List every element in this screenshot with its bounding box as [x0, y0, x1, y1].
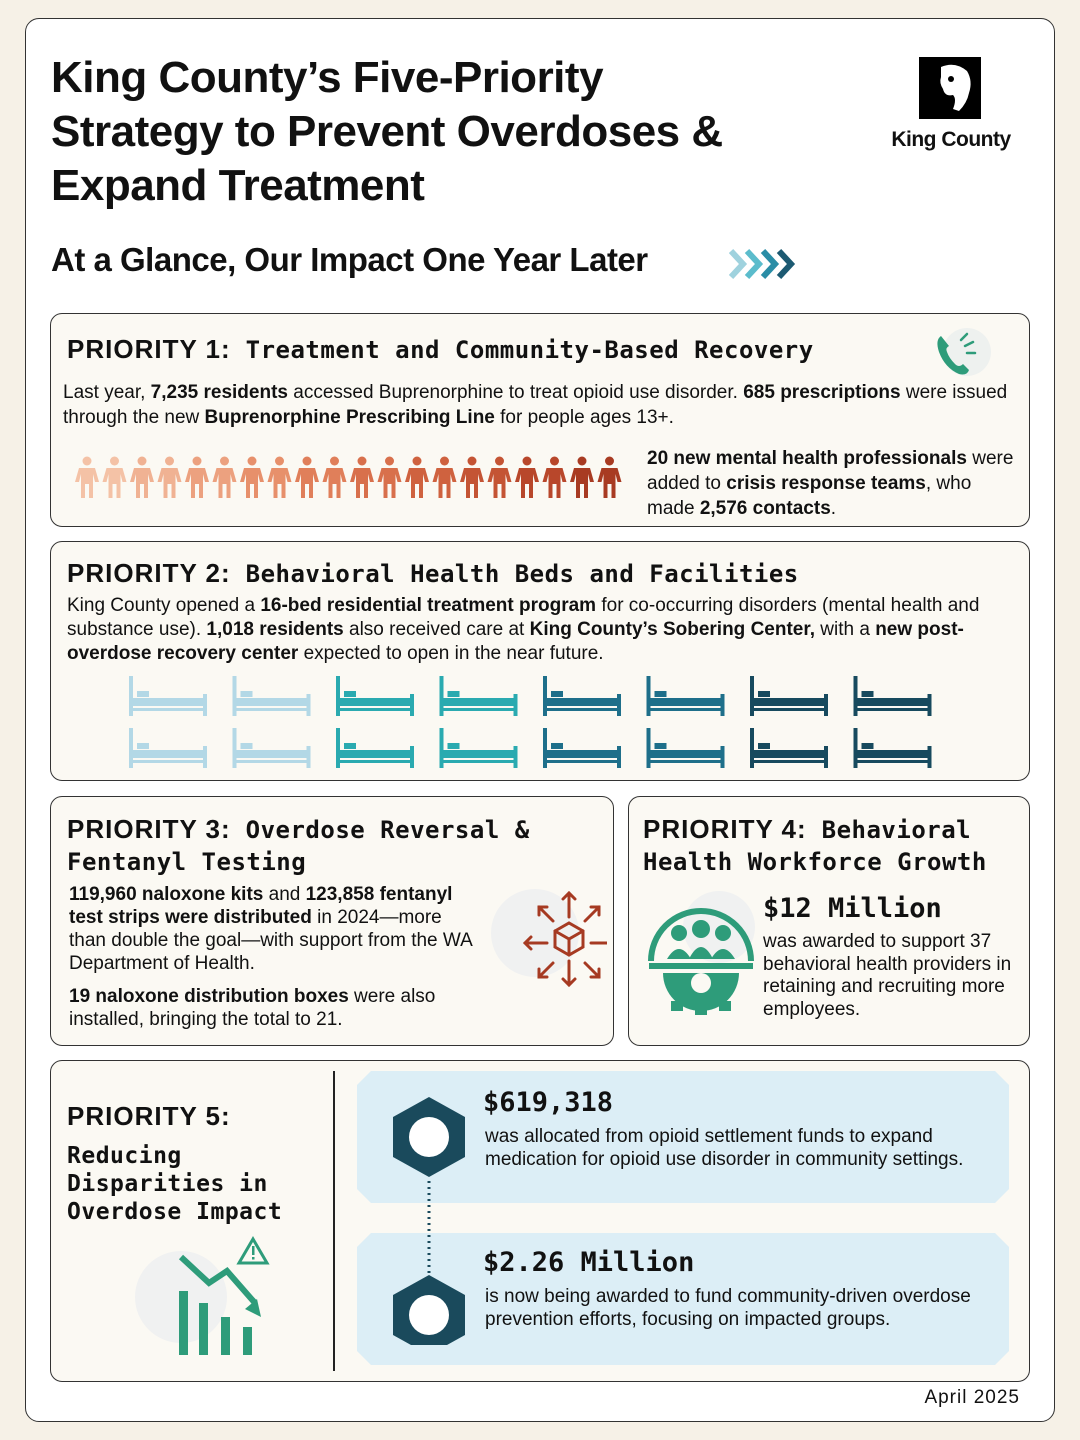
declining-chart-icon — [135, 1231, 285, 1361]
person-icon — [103, 457, 127, 499]
bed-icon — [854, 676, 932, 716]
person-icon — [350, 457, 374, 499]
person-icon — [515, 457, 539, 499]
priority-3-text-2: 19 naloxone distribution boxes were also installed, bringing the total to 21. — [69, 986, 436, 1030]
person-icon — [268, 457, 292, 499]
person-icon — [75, 457, 99, 499]
person-icon — [543, 457, 567, 499]
bed-icon — [233, 676, 311, 716]
bed-icon — [750, 676, 828, 716]
priority-3-title: PRIORITY 3: Overdose Reversal & Fentanyl Testing — [67, 814, 530, 876]
priority-5-title: PRIORITY 5: Reducing Disparities in Overdose Impact — [67, 1101, 283, 1225]
divider-line — [333, 1071, 335, 1371]
priority-4-title: PRIORITY 4: Behavioral Health Workforce Growth — [643, 814, 987, 876]
bed-icon — [233, 728, 311, 768]
person-icon — [323, 457, 347, 499]
page-title: King County’s Five-Priority Strategy to Prevent Overdoses & Expand Treatment — [51, 53, 723, 210]
subtitle: At a Glance, Our Impact One Year Later — [51, 241, 648, 278]
person-icon — [405, 457, 429, 499]
priority-2-card — [50, 541, 1030, 781]
logo-text: King County — [891, 128, 1011, 151]
fund-1-text: was allocated from opioid settlement funds to expand medication for opioid use disorder in community settings. — [485, 1126, 964, 1170]
king-county-emblem-icon — [881, 55, 1021, 121]
fund-2-text: is now being awarded to fund community-driven overdose prevention efforts, focusing on impacted groups. — [485, 1286, 971, 1330]
bed-icon — [129, 676, 207, 716]
person-icon — [460, 457, 484, 499]
person-icon — [158, 457, 182, 499]
phone-icon — [931, 326, 995, 380]
distribution-box-icon — [483, 887, 607, 1007]
priority-2-title: PRIORITY 2: Behavioral Health Beds and Facilities — [67, 558, 799, 588]
priority-1-text: Last year, 7,235 residents accessed Buprenorphine to treat opioid use disorder. 685 prescriptions were issued through the new Buprenorphine Prescribing Line for people ages 13+. — [63, 382, 1008, 428]
bed-icon — [543, 676, 621, 716]
bed-icon — [647, 676, 725, 716]
priority-4-text: was awarded to support 37 behavioral health providers in retaining and recruiting more employees. — [763, 931, 1012, 1020]
people-icons — [75, 456, 625, 500]
bed-icon — [440, 676, 518, 716]
person-icon — [433, 457, 457, 499]
priority-5-card — [50, 1060, 1030, 1382]
timeline-nodes — [385, 1095, 475, 1345]
person-icon — [488, 457, 512, 499]
priority-1-side-text: 20 new mental health professionals were added to crisis response teams, who made 2,576 contacts. — [647, 448, 1014, 519]
priority-4-amount: $12 Million — [763, 893, 942, 924]
publication-date: April 2025 — [924, 1387, 1020, 1408]
person-icon — [240, 457, 264, 499]
bed-icon — [750, 728, 828, 768]
priority-4-card — [628, 796, 1030, 1046]
bed-icon — [336, 728, 414, 768]
person-icon — [185, 457, 209, 499]
person-icon — [598, 457, 622, 499]
infographic-page — [25, 18, 1055, 1422]
priority-1-card — [50, 313, 1030, 527]
person-icon — [570, 457, 594, 499]
workforce-gear-icon — [643, 889, 759, 1015]
priority-2-text: King County opened a 16-bed residential treatment program for co-occurring disorders (mental health and substance use). 1,018 residents also received care at King County’s Sobering Center, with a new post-overdose recovery center expected to open in the near future. — [67, 595, 980, 664]
bed-icons — [129, 676, 949, 776]
bed-icon — [440, 728, 518, 768]
priority-1-title: PRIORITY 1: Treatment and Community-Based Recovery — [67, 334, 814, 364]
person-icon — [295, 457, 319, 499]
priority-3-card — [50, 796, 614, 1046]
bed-icon — [647, 728, 725, 768]
king-county-logo — [881, 55, 1021, 152]
fund-2-amount: $2.26 Million — [483, 1247, 695, 1278]
chevrons-right-icon — [729, 247, 803, 281]
bed-icon — [543, 728, 621, 768]
fund-1-amount: $619,318 — [483, 1087, 614, 1118]
person-icon — [130, 457, 154, 499]
person-icon — [378, 457, 402, 499]
priority-3-text: 119,960 naloxone kits and 123,858 fentanyl test strips were distributed in 2024—more than double the goal—with support from the WA Department of Health. — [69, 884, 472, 974]
bed-icon — [854, 728, 932, 768]
bed-icon — [336, 676, 414, 716]
person-icon — [213, 457, 237, 499]
bed-icon — [129, 728, 207, 768]
